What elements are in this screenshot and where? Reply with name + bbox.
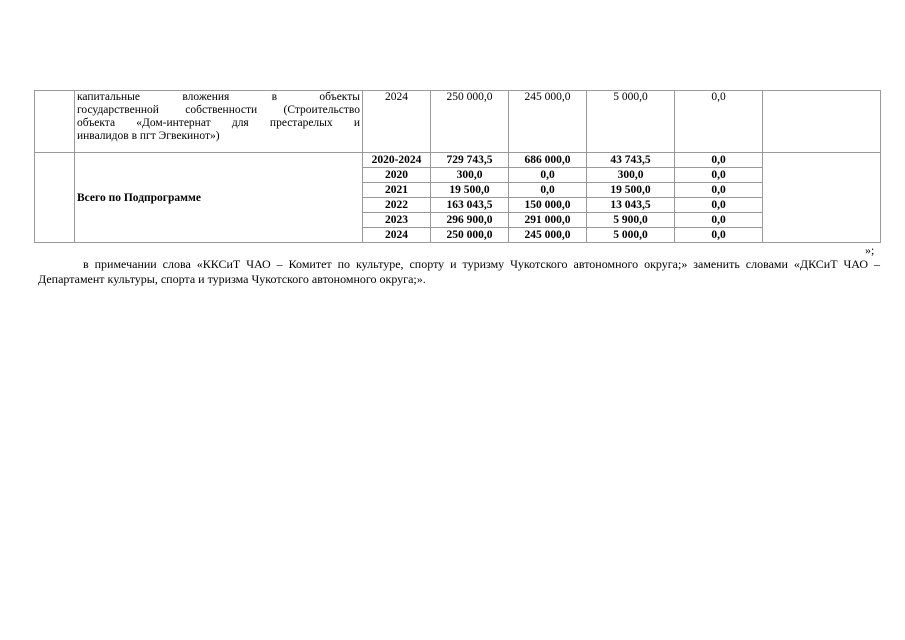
year-cell: 2022	[363, 198, 431, 213]
closing-quote: »;	[865, 243, 875, 257]
desc-line: инвалидов в пгт Эгвекинот»)	[77, 130, 220, 142]
note-paragraph: в примечании слова «ККСиТ ЧАО – Комитет по культуре, спорту и туризму Чукотского автономного округа;» заменить словами «ДКСиТ ЧАО – Департамент культуры, спорта и туризма Чукотского автономного округа;».	[38, 257, 880, 286]
col3-cell: 5 000,0	[587, 228, 675, 243]
col2-cell: 150 000,0	[509, 198, 587, 213]
row-description	[75, 91, 363, 153]
total-cell: 250 000,0	[431, 91, 509, 153]
col2-cell: 291 000,0	[509, 213, 587, 228]
total-cell: 729 743,5	[431, 153, 509, 168]
amendment-note	[38, 257, 880, 287]
col4-cell: 0,0	[675, 183, 763, 198]
col4-cell: 0,0	[675, 228, 763, 243]
desc-line: государственной собственности (Строительство	[77, 104, 360, 116]
total-cell: 163 043,5	[431, 198, 509, 213]
col2-cell: 245 000,0	[509, 228, 587, 243]
col3-cell: 5 900,0	[587, 213, 675, 228]
col3-cell: 300,0	[587, 168, 675, 183]
col3-cell: 19 500,0	[587, 183, 675, 198]
col3-cell: 13 043,5	[587, 198, 675, 213]
empty-cell	[35, 91, 75, 153]
empty-cell	[763, 91, 881, 153]
col4-cell: 0,0	[675, 153, 763, 168]
year-cell: 2024	[363, 91, 431, 153]
col2-cell: 0,0	[509, 168, 587, 183]
col4-cell: 0,0	[675, 91, 763, 153]
col3-cell: 5 000,0	[587, 91, 675, 153]
total-cell: 250 000,0	[431, 228, 509, 243]
col2-cell: 686 000,0	[509, 153, 587, 168]
year-cell: 2023	[363, 213, 431, 228]
year-cell: 2020	[363, 168, 431, 183]
total-cell: 19 500,0	[431, 183, 509, 198]
col2-cell: 0,0	[509, 183, 587, 198]
col4-cell: 0,0	[675, 198, 763, 213]
desc-line: капитальные вложения в объекты	[77, 91, 360, 103]
total-label: Всего по Подпрограмме	[75, 153, 363, 243]
total-cell: 296 900,0	[431, 213, 509, 228]
col4-cell: 0,0	[675, 168, 763, 183]
col4-cell: 0,0	[675, 213, 763, 228]
total-cell: 300,0	[431, 168, 509, 183]
year-cell: 2024	[363, 228, 431, 243]
empty-cell	[763, 153, 881, 243]
table-row	[35, 153, 881, 168]
empty-cell	[35, 153, 75, 243]
col2-cell: 245 000,0	[509, 91, 587, 153]
desc-line: объекта «Дом-интернат для престарелых и	[77, 117, 360, 129]
year-cell: 2021	[363, 183, 431, 198]
table-row	[35, 91, 881, 153]
subprogram-table	[34, 90, 881, 243]
year-cell: 2020-2024	[363, 153, 431, 168]
col3-cell: 43 743,5	[587, 153, 675, 168]
